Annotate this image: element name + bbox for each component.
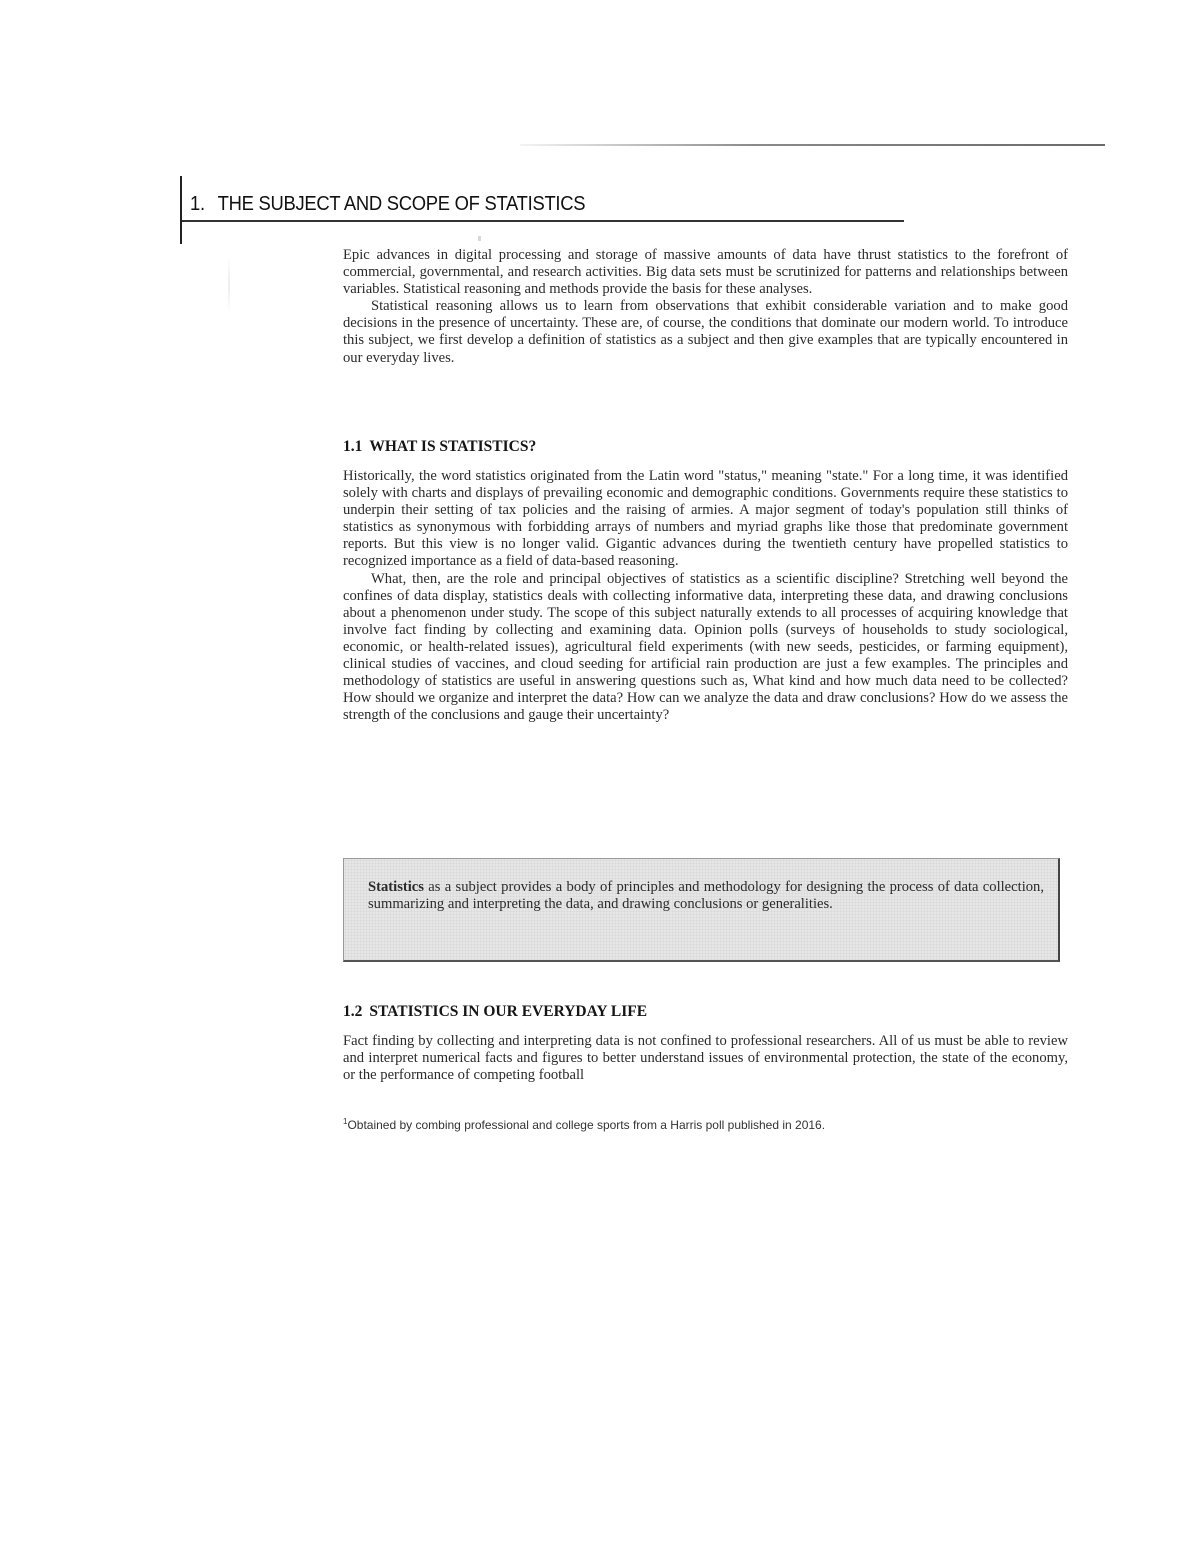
section-1-1-paragraph-1: Historically, the word statistics originated from the Latin word "status," meaning "state." For a long time, it was identified solely with charts and displays of prevailing economic and demographic conditions. Governments require these statistics to underpin their setting of tax policies and the raising of armies. A major segment of today's population still thinks of statistics as synonymous with forbidding arrays of numbers and myriad graphs like those that predominate government reports. But this view is no longer valid. Gigantic advances during the twentieth century have propelled statistics to recognized importance as a field of data-based reasoning. (343, 468, 1068, 570)
scan-shadow (228, 255, 230, 315)
header-rule (520, 144, 1105, 146)
definition-text (368, 879, 1044, 913)
section-1-2-paragraph-1: Fact finding by collecting and interpreting data is not confined to professional researchers. All of us must be able to review and interpret numerical facts and figures to better understand issues of environmental protection, the state of the economy, or the performance of competing football (343, 1033, 1068, 1084)
intro-paragraph-2: Statistical reasoning allows us to learn from observations that exhibit considerable variation and to make good decisions in the presence of uncertainty. These are, of course, the conditions that dominate our modern world. To introduce this subject, we first develop a definition of statistics as a subject and then give examples that are typically encountered in our everyday lives. (343, 298, 1068, 366)
section-heading-1-2 (343, 1003, 647, 1021)
definition-body: as a subject provides a body of principles and methodology for designing the process of data collection, summarizing and interpreting the data, and drawing conclusions or generalities. (368, 879, 1044, 913)
footnote-text: Obtained by combing professional and college sports from a Harris poll published in 2016. (347, 1118, 826, 1132)
section-title: WHAT IS STATISTICS? (369, 438, 537, 455)
chapter-marker-bar (180, 176, 182, 244)
footnote (343, 1117, 825, 1132)
section-1-1-text (343, 468, 1068, 724)
intro-text (343, 247, 1068, 367)
section-title: STATISTICS IN OUR EVERYDAY LIFE (369, 1003, 648, 1020)
chapter-title (190, 193, 585, 216)
section-1-2-text (343, 1033, 1068, 1084)
section-number: 1.1 (343, 438, 363, 455)
scan-speck (478, 236, 481, 241)
footnote-marker: 1 (343, 1117, 348, 1126)
chapter-title-text: THE SUBJECT AND SCOPE OF STATISTICS (217, 193, 586, 215)
chapter-number: 1. (190, 193, 205, 215)
chapter-title-rule (182, 220, 904, 222)
intro-paragraph-1: Epic advances in digital processing and storage of massive amounts of data have thrust statistics to the forefront of commercial, governmental, and research activities. Big data sets must be scrutinized for patterns and relationships between variables. Statistical reasoning and methods provide the basis for these analyses. (343, 247, 1068, 298)
definition-term: Statistics (368, 879, 424, 895)
section-1-1-paragraph-2: What, then, are the role and principal objectives of statistics as a scientific discipline? Stretching well beyond the confines of data display, statistics deals with collecting informative data, interpreting these data, and drawing conclusions about a phenomenon under study. The scope of this subject naturally extends to all processes of acquiring knowledge that involve fact finding by collecting and examining data. Opinion polls (surveys of households to study sociological, economic, or health-related issues), agricultural field experiments (with new seeds, pesticides, or farming equipment), clinical studies of vaccines, and cloud seeding for artificial rain production are just a few examples. The principles and methodology of statistics are useful in answering questions such as, What kind and how much data need to be collected? How should we organize and interpret the data? How can we analyze the data and draw conclusions? How do we assess the strength of the conclusions and gauge their uncertainty? (343, 570, 1068, 724)
section-heading-1-1 (343, 438, 536, 456)
definition-box (343, 858, 1060, 962)
section-number: 1.2 (343, 1003, 363, 1020)
